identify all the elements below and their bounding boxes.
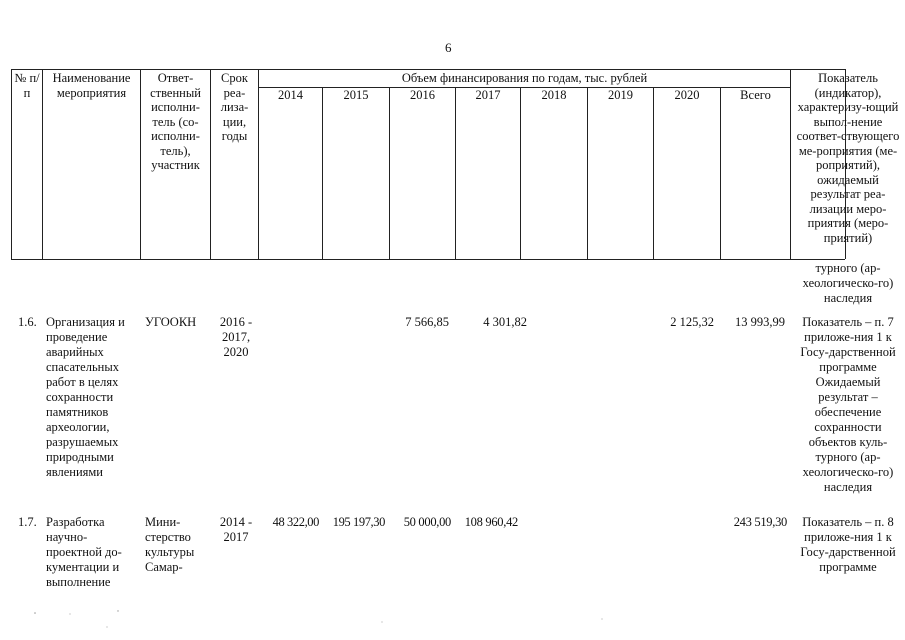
scan-specks	[0, 600, 905, 640]
col-line	[210, 69, 211, 259]
header-year-2015: 2015	[343, 88, 369, 102]
row-1-7-indicator: Показатель – п. 8 приложе-ния 1 к Госу-дарственной программе	[800, 515, 896, 574]
row-1-7-2015: 195 197,30	[332, 515, 385, 529]
col-line	[42, 69, 43, 259]
col-line	[140, 69, 141, 259]
row-1-7-2016: 50 000,00	[403, 515, 451, 529]
header-indicator: Показатель (индикатор), характеризу-ющий выпол-нение соответ-ствующего ме-роприятия (ме-роприятий), ожидаемый результат реа-лизации меро-приятия (меро-приятий)	[796, 71, 900, 245]
header-year-2014: 2014	[278, 88, 303, 102]
header-responsible: Ответ-ственный исполни-тель (со-исполни-тель), участник	[150, 71, 201, 172]
header-year-2017: 2017	[475, 88, 501, 102]
row-1-7-2014: 48 322,00	[272, 515, 319, 529]
header-num: № п/п	[14, 71, 40, 100]
header-year-2019: 2019	[608, 88, 633, 102]
col-line	[322, 87, 323, 259]
row-1-6-num: 1.6.	[18, 315, 37, 329]
col-line	[11, 69, 12, 259]
row-1-7-name: Разработка научно-проектной до-кументации и выполнение	[46, 515, 122, 589]
row-1-6-total: 13 993,99	[735, 315, 785, 329]
col-line	[653, 87, 654, 259]
header-year-2020: 2020	[674, 88, 700, 102]
header-name: Наименование мероприятия	[52, 71, 131, 100]
row-1-6-indicator: Показатель – п. 7 приложе-ния 1 к Госу-дарственной программе Ожидаемый результат – обеспечение сохранности объектов куль-турного (ар-хеологическо-го) наследия	[800, 315, 896, 494]
col-line	[720, 87, 721, 259]
col-line	[587, 87, 588, 259]
row-1-6-2016: 7 566,85	[405, 315, 449, 329]
row-1-7-total: 243 519,30	[733, 515, 787, 529]
col-line	[389, 87, 390, 259]
table-border-header-bottom	[11, 259, 845, 260]
col-line	[790, 69, 791, 259]
page-number: 6	[445, 40, 452, 55]
row-1-6-responsible: УГООКН	[145, 315, 197, 329]
carryover-indicator: турного (ар-хеологическо-го) наследия	[802, 261, 894, 305]
header-term: Срок реа-лиза-ции, годы	[220, 71, 249, 143]
header-year-2016: 2016	[410, 88, 435, 102]
header-year-2018: 2018	[541, 88, 567, 102]
header-total: Всего	[740, 88, 771, 102]
col-line	[520, 87, 521, 259]
col-line	[455, 87, 456, 259]
row-1-6-2020: 2 125,32	[670, 315, 714, 329]
header-funding-title: Объем финансирования по годам, тыс. рублей	[401, 71, 648, 85]
row-1-7-num: 1.7.	[18, 515, 37, 529]
row-1-7-term: 2014 - 2017	[219, 515, 253, 544]
row-1-7-2017: 108 960,42	[464, 515, 518, 529]
row-1-6-2017: 4 301,82	[483, 315, 527, 329]
table-border-top	[11, 69, 845, 70]
row-1-6-term: 2016 - 2017, 2020	[219, 315, 253, 359]
row-1-6-name: Организация и проведение аварийных спасательных работ в целях сохранности памятников археологии, разрушаемых природными явлениями	[46, 315, 125, 479]
row-1-7-responsible: Мини-стерство культуры Самар-	[145, 515, 195, 574]
